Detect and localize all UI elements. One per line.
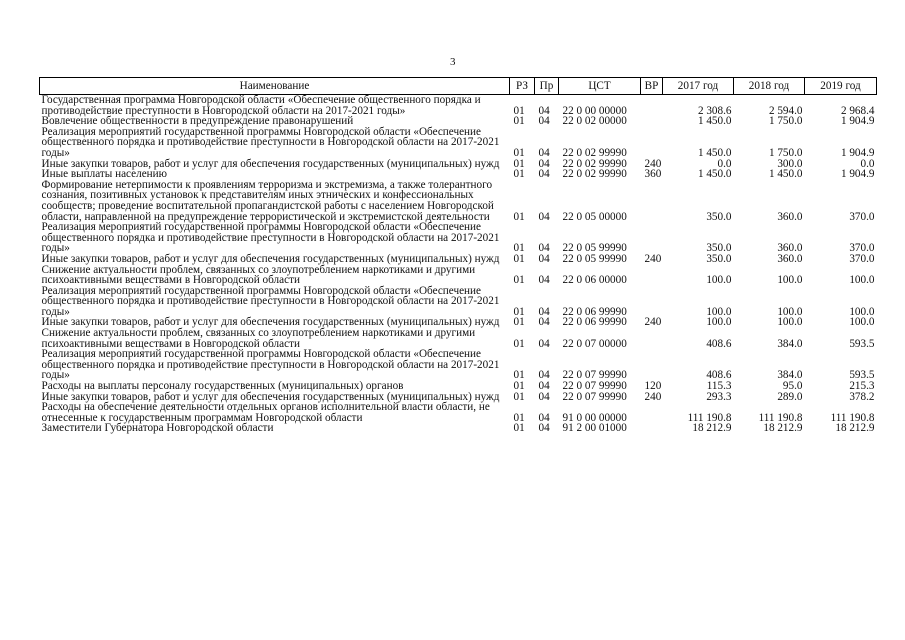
row-2018: 384.0 — [777, 337, 803, 350]
table-row — [40, 222, 877, 254]
row-2019: 1 904.9 — [840, 168, 875, 181]
row-rz: 01 — [513, 305, 525, 318]
row-pr: 04 — [538, 146, 550, 159]
row-rz: 01 — [513, 337, 525, 350]
row-2019: 100.0 — [849, 316, 875, 329]
row-pr: 04 — [538, 305, 550, 318]
row-pr: 04 — [538, 252, 550, 265]
row-vr: 240 — [644, 316, 662, 329]
row-name: Иные закупки товаров, работ и услуг для обеспечения государственных (муниципальных) нужд — [41, 157, 500, 170]
row-pr: 04 — [538, 104, 550, 117]
row-2018: 1 750.0 — [768, 115, 803, 128]
row-cst: 22 0 07 99990 — [562, 390, 627, 403]
row-vr — [641, 402, 663, 423]
row-2018: 95.0 — [782, 380, 803, 393]
row-vr — [641, 328, 663, 349]
header-cst: ЦСТ — [559, 78, 641, 95]
table-row — [40, 423, 877, 434]
row-2017: 18 212.9 — [692, 422, 732, 435]
row-2019: 100.0 — [849, 274, 875, 287]
row-name: Формирование нетерпимости к проявлениям терроризма и экстремизма, а также толерантного сознания, позитивных установок к представителям иных этнических и конфессиональных сообществ; проведение воспитательной пропагандистской работы с населением Новгородской области, направленной на предупреждение террористической и экстремистской деятельности — [41, 178, 494, 223]
row-cst: 22 0 07 99990 — [562, 369, 627, 382]
row-2019: 593.5 — [849, 369, 875, 382]
row-name: Реализация мероприятий государственной программы Новгородской области «Обеспечение общественного порядка и противодействие преступности в Новгородской области на 2017-2021 годы» — [41, 348, 500, 382]
row-cst: 22 0 05 00000 — [562, 210, 627, 223]
row-2019: 111 190.8 — [830, 411, 875, 424]
row-name: Иные закупки товаров, работ и услуг для обеспечения государственных (муниципальных) нужд — [41, 390, 500, 403]
table-row — [40, 349, 877, 381]
row-rz: 01 — [513, 115, 525, 128]
row-rz: 01 — [513, 369, 525, 382]
row-2018: 100.0 — [777, 316, 803, 329]
table-row — [40, 328, 877, 349]
table-row — [40, 95, 877, 117]
row-rz: 01 — [513, 146, 525, 159]
row-2017: 100.0 — [706, 316, 732, 329]
row-pr: 04 — [538, 337, 550, 350]
row-rz: 01 — [513, 380, 525, 393]
row-vr — [641, 222, 663, 254]
row-cst: 91 0 00 00000 — [562, 411, 627, 424]
row-name: Государственная программа Новгородской области «Обеспечение общественного порядка и противодействие преступности в Новгородской области на 2017-2021 годы» — [41, 94, 481, 117]
row-2017: 350.0 — [706, 242, 732, 255]
row-2018: 384.0 — [777, 369, 803, 382]
table-row — [40, 180, 877, 222]
row-rz: 01 — [513, 210, 525, 223]
row-2018: 18 212.9 — [763, 422, 803, 435]
row-vr: 240 — [644, 157, 662, 170]
row-name: Иные выплаты населению — [41, 168, 167, 181]
row-cst: 22 0 07 00000 — [562, 337, 627, 350]
row-2019: 2 968.4 — [840, 104, 875, 117]
row-2017: 408.6 — [706, 337, 732, 350]
row-name: Расходы на обеспечение деятельности отдельных органов исполнительной власти области, не отнесенные к государственным программам Новгородской области — [41, 401, 490, 424]
row-rz: 01 — [513, 157, 525, 170]
row-2018: 300.0 — [777, 157, 803, 170]
header-name: Наименование — [40, 78, 510, 95]
row-rz: 01 — [513, 411, 525, 424]
header-2018: 2018 год — [734, 78, 805, 95]
row-2018: 360.0 — [777, 210, 803, 223]
header-rz: РЗ — [510, 78, 535, 95]
row-vr — [641, 286, 663, 318]
row-vr — [641, 180, 663, 222]
row-rz: 01 — [513, 104, 525, 117]
table-body — [40, 95, 877, 435]
row-vr: 240 — [644, 390, 662, 403]
row-cst: 22 0 05 99990 — [562, 252, 627, 265]
row-pr: 04 — [538, 115, 550, 128]
row-pr: 04 — [538, 242, 550, 255]
row-2019: 18 212.9 — [835, 422, 875, 435]
row-cst: 22 0 06 00000 — [562, 274, 627, 287]
row-vr: 240 — [644, 252, 662, 265]
row-2018: 360.0 — [777, 242, 803, 255]
table-row — [40, 127, 877, 159]
row-cst: 22 0 02 00000 — [562, 115, 627, 128]
row-2017: 1 450.0 — [697, 146, 732, 159]
row-2019: 370.0 — [849, 242, 875, 255]
row-2017: 408.6 — [706, 369, 732, 382]
row-cst: 22 0 02 99990 — [562, 146, 627, 159]
row-2019: 378.2 — [849, 390, 875, 403]
row-pr: 04 — [538, 157, 550, 170]
row-name: Вовлечение общественности в предупреждение правонарушений — [41, 115, 354, 128]
row-vr — [641, 423, 663, 434]
row-2017: 1 450.0 — [697, 115, 732, 128]
row-pr: 04 — [538, 274, 550, 287]
row-cst: 22 0 00 00000 — [562, 104, 627, 117]
row-vr: 360 — [644, 168, 662, 181]
row-rz: 01 — [513, 316, 525, 329]
row-2019: 215.3 — [849, 380, 875, 393]
row-cst: 22 0 06 99990 — [562, 316, 627, 329]
row-2019: 0.0 — [860, 157, 875, 170]
row-2018: 360.0 — [777, 252, 803, 265]
header-2019: 2019 год — [805, 78, 877, 95]
row-cst: 22 0 05 99990 — [562, 242, 627, 255]
row-2017: 1 450.0 — [697, 168, 732, 181]
row-cst: 22 0 06 99990 — [562, 305, 627, 318]
row-2019: 370.0 — [849, 210, 875, 223]
row-vr — [641, 95, 663, 117]
row-2017: 350.0 — [706, 210, 732, 223]
row-name: Реализация мероприятий государственной программы Новгородской области «Обеспечение общественного порядка и противодействие преступности в Новгородской области на 2017-2021 годы» — [41, 284, 500, 318]
budget-table — [39, 77, 877, 434]
row-2019: 593.5 — [849, 337, 875, 350]
row-rz: 01 — [513, 422, 525, 435]
header-pr: Пр — [535, 78, 559, 95]
header-2017: 2017 год — [663, 78, 734, 95]
table-row — [40, 265, 877, 286]
row-name: Заместители Губернатора Новгородской области — [41, 422, 274, 435]
row-rz: 01 — [513, 390, 525, 403]
row-rz: 01 — [513, 274, 525, 287]
row-vr — [641, 116, 663, 127]
row-2017: 350.0 — [706, 252, 732, 265]
row-2019: 1 904.9 — [840, 115, 875, 128]
row-2017: 293.3 — [706, 390, 732, 403]
row-name: Снижение актуальности проблем, связанных со злоупотреблением наркотиками и другими психоактивными веществами в Новгородской области — [41, 263, 476, 287]
row-pr: 04 — [538, 168, 550, 181]
row-vr — [641, 265, 663, 286]
table-row — [40, 286, 877, 318]
table-header-row — [40, 78, 877, 95]
row-2018: 289.0 — [777, 390, 803, 403]
row-2018: 2 594.0 — [768, 104, 803, 117]
row-pr: 04 — [538, 316, 550, 329]
row-2018: 111 190.8 — [758, 411, 803, 424]
row-pr: 04 — [538, 369, 550, 382]
row-rz: 01 — [513, 252, 525, 265]
row-pr: 04 — [538, 422, 550, 435]
row-cst: 22 0 02 99990 — [562, 168, 627, 181]
row-pr: 04 — [538, 380, 550, 393]
row-vr — [641, 127, 663, 159]
row-name: Реализация мероприятий государственной программы Новгородской области «Обеспечение общественного порядка и противодействие преступности в Новгородской области на 2017-2021 годы» — [41, 125, 500, 159]
row-cst: 22 0 07 99990 — [562, 380, 627, 393]
row-vr: 120 — [644, 380, 662, 393]
row-2017: 115.3 — [706, 380, 732, 393]
row-2018: 100.0 — [777, 274, 803, 287]
row-rz: 01 — [513, 242, 525, 255]
row-2019: 100.0 — [849, 305, 875, 318]
row-2019: 370.0 — [849, 252, 875, 265]
row-rz: 01 — [513, 168, 525, 181]
row-2017: 100.0 — [706, 274, 732, 287]
row-2017: 111 190.8 — [687, 411, 732, 424]
row-name: Снижение актуальности проблем, связанных со злоупотреблением наркотиками и другими психоактивными веществами в Новгородской области — [41, 327, 476, 350]
row-vr — [641, 349, 663, 381]
row-2018: 1 450.0 — [768, 168, 803, 181]
row-name: Расходы на выплаты персоналу государственных (муниципальных) органов — [41, 380, 404, 393]
row-cst: 91 2 00 01000 — [562, 422, 627, 435]
row-2018: 100.0 — [777, 305, 803, 318]
row-name: Реализация мероприятий государственной программы Новгородской области «Обеспечение общественного порядка и противодействие преступности в Новгородской области на 2017-2021 годы» — [41, 221, 500, 255]
table-row — [40, 402, 877, 423]
row-name: Иные закупки товаров, работ и услуг для обеспечения государственных (муниципальных) нужд — [41, 316, 500, 329]
page-number: 3 — [450, 56, 456, 68]
row-2017: 2 308.6 — [697, 104, 732, 117]
row-pr: 04 — [538, 210, 550, 223]
table-row — [40, 254, 877, 265]
row-2017: 0.0 — [717, 157, 732, 170]
row-pr: 04 — [538, 390, 550, 403]
row-cst: 22 0 02 99990 — [562, 157, 627, 170]
row-2019: 1 904.9 — [840, 146, 875, 159]
row-2018: 1 750.0 — [768, 146, 803, 159]
header-vr: ВР — [641, 78, 663, 95]
row-pr: 04 — [538, 411, 550, 424]
row-2017: 100.0 — [706, 305, 732, 318]
row-name: Иные закупки товаров, работ и услуг для обеспечения государственных (муниципальных) нужд — [41, 252, 500, 265]
